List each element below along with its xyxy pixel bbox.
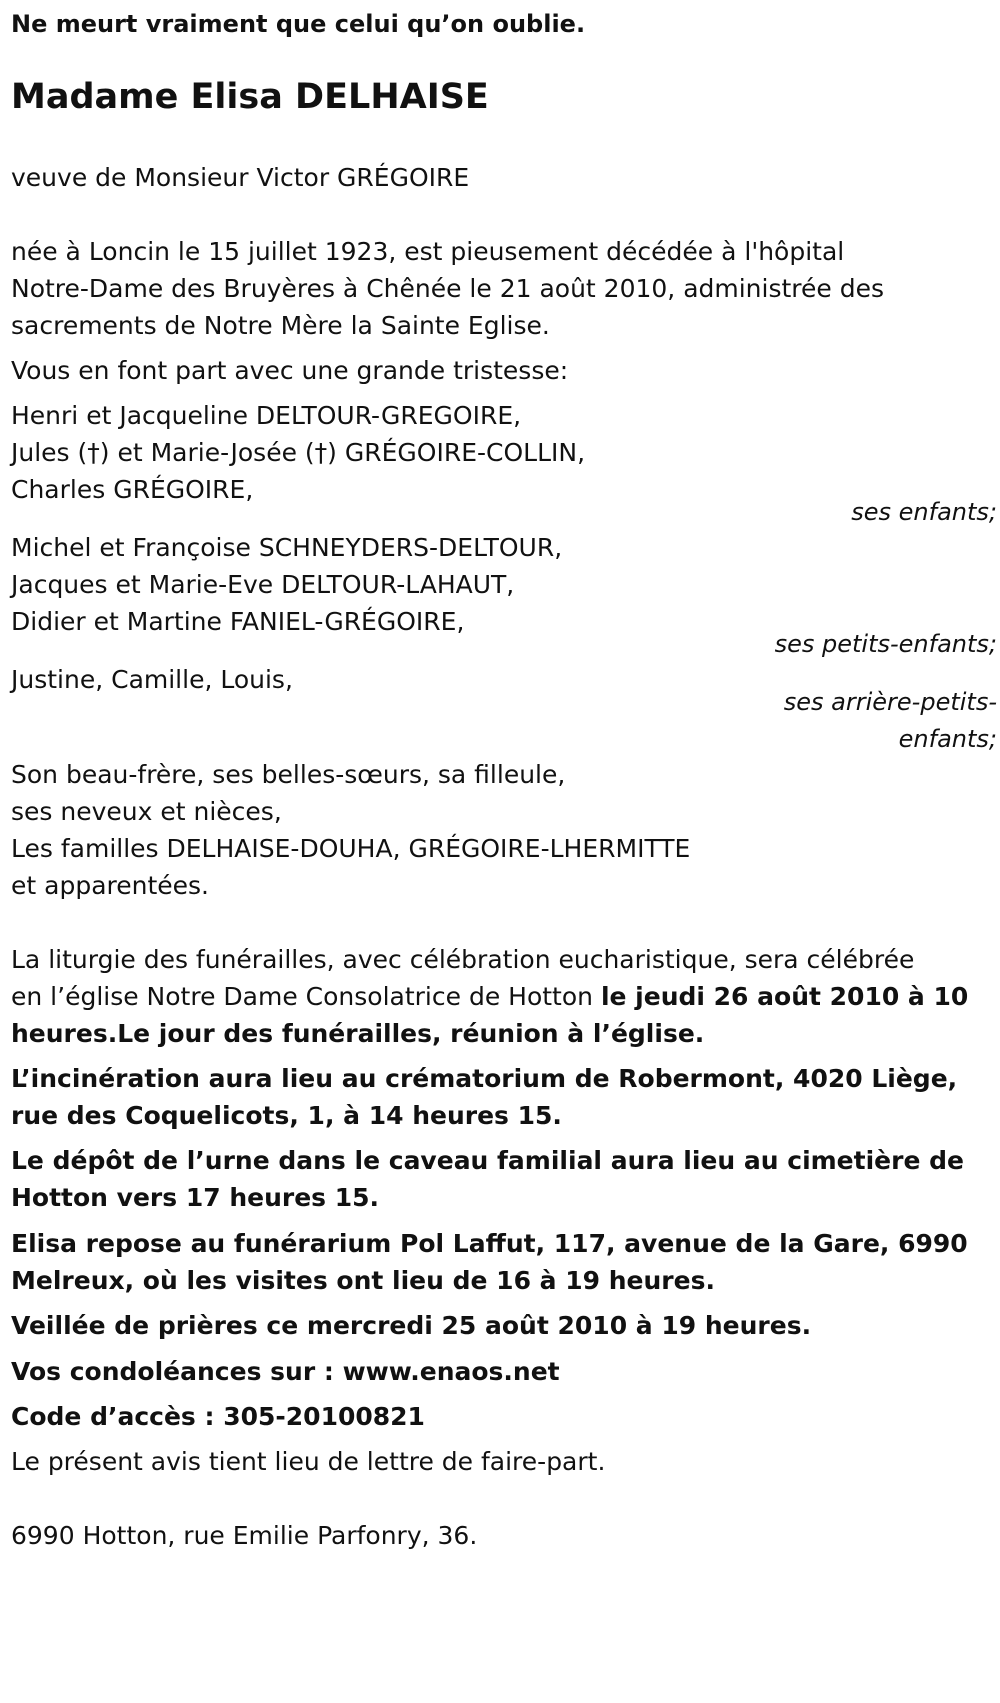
- grandchildren-role: ses petits-enfants;: [774, 630, 997, 658]
- grandchild-line: Jacques et Marie-Eve DELTOUR-LAHAUT,: [11, 570, 515, 599]
- bio-line: sacrements de Notre Mère la Sainte Eglise.: [11, 311, 550, 340]
- child-line: Henri et Jacqueline DELTOUR-GREGOIRE,: [11, 401, 522, 430]
- great-grandchildren-role: ses arrière-petits-: [783, 688, 997, 716]
- liturgy-line: La liturgie des funérailles, avec célébration eucharistique, sera célébrée: [11, 945, 915, 974]
- child-line: Charles GRÉGOIRE,: [11, 475, 254, 504]
- cremation-line: rue des Coquelicots, 1, à 14 heures 15.: [11, 1101, 562, 1130]
- urn-line: Hotton vers 17 heures 15.: [11, 1183, 380, 1212]
- family-line: Son beau-frère, ses belles-sœurs, sa filleule,: [11, 760, 566, 789]
- urn-line: Le dépôt de l’urne dans le caveau familial aura lieu au cimetière de: [11, 1146, 964, 1175]
- liturgy-church: en l’église Notre Dame Consolatrice de Hotton: [11, 982, 601, 1011]
- child-line: Jules (†) et Marie-Josée (†) GRÉGOIRE-COLLIN,: [11, 438, 586, 467]
- vigil-line: Veillée de prières ce mercredi 25 août 2010 à 19 heures.: [11, 1311, 812, 1340]
- liturgy-line: [11, 977, 968, 1017]
- bio-line: née à Loncin le 15 juillet 1923, est pieusement décédée à l'hôpital: [11, 237, 845, 266]
- family-line: ses neveux et nièces,: [11, 797, 282, 826]
- condolences-line: Vos condoléances sur : www.enaos.net: [11, 1357, 560, 1386]
- repose-line: Elisa repose au funérarium Pol Laffut, 117, avenue de la Gare, 6990: [11, 1229, 968, 1258]
- grandchild-line: Didier et Martine FANIEL-GRÉGOIRE,: [11, 607, 465, 636]
- repose-line: Melreux, où les visites ont lieu de 16 à 19 heures.: [11, 1266, 715, 1295]
- motto: Ne meurt vraiment que celui qu’on oublie.: [11, 10, 586, 38]
- access-code-line: Code d’accès : 305-20100821: [11, 1402, 425, 1431]
- liturgy-line: heures.Le jour des funérailles, réunion à l’église.: [11, 1019, 705, 1048]
- family-line: Les familles DELHAISE-DOUHA, GRÉGOIRE-LHERMITTE: [11, 834, 691, 863]
- great-grandchildren-line: Justine, Camille, Louis,: [11, 665, 293, 694]
- liturgy-date: le jeudi 26 août 2010 à 10: [600, 982, 969, 1011]
- spouse-line: veuve de Monsieur Victor GRÉGOIRE: [11, 163, 470, 192]
- family-line: et apparentées.: [11, 871, 209, 900]
- great-grandchildren-role: enfants;: [898, 725, 997, 753]
- cremation-line: L’incinération aura lieu au crématorium de Robermont, 4020 Liège,: [11, 1064, 958, 1093]
- intro-line: Vous en font part avec une grande tristesse:: [11, 356, 569, 385]
- children-role: ses enfants;: [851, 498, 997, 526]
- closing-line: Le présent avis tient lieu de lettre de faire-part.: [11, 1447, 606, 1476]
- deceased-name: Madame Elisa DELHAISE: [11, 77, 489, 117]
- address-line: 6990 Hotton, rue Emilie Parfonry, 36.: [11, 1521, 478, 1550]
- grandchild-line: Michel et Françoise SCHNEYDERS-DELTOUR,: [11, 533, 563, 562]
- bio-line: Notre-Dame des Bruyères à Chênée le 21 août 2010, administrée des: [11, 274, 885, 303]
